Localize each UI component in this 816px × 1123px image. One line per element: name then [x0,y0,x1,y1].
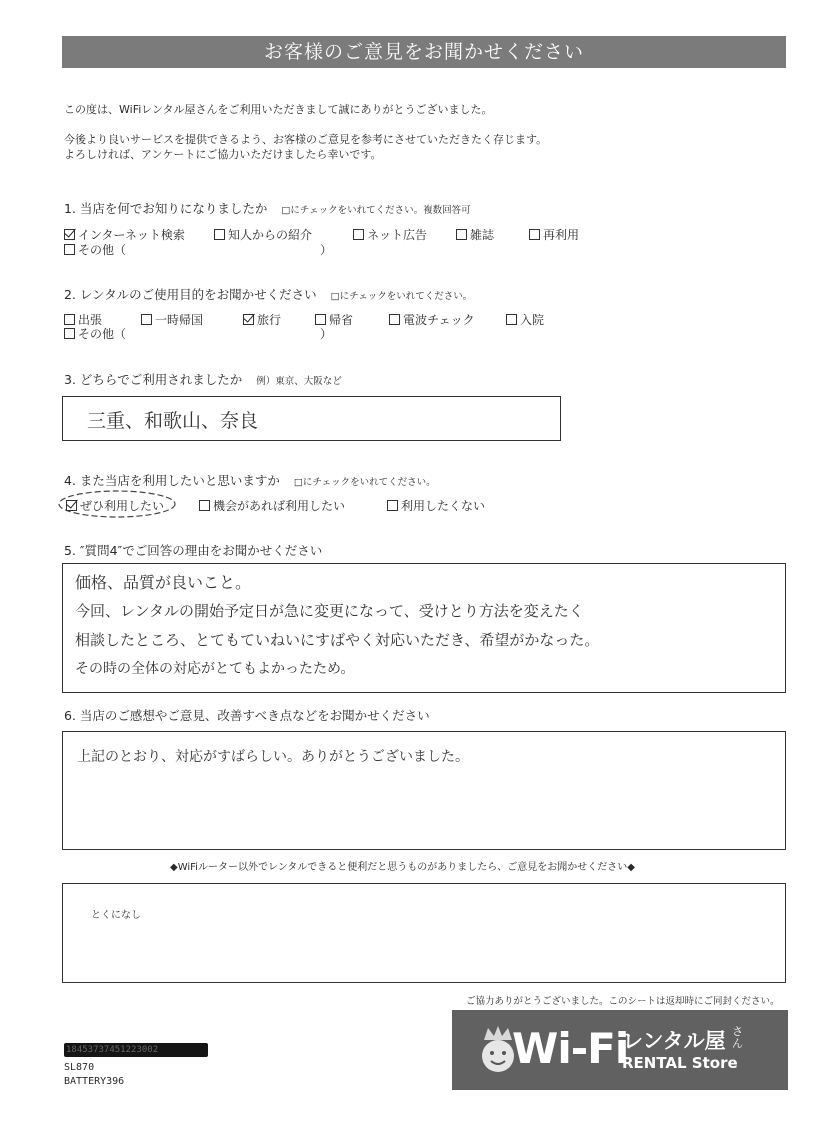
logo-en-text: RENTAL Store [622,1054,738,1072]
q2-option-return-home[interactable]: 一時帰国 [141,311,203,328]
q3-answer: 三重、和歌山、奈良 [87,410,259,432]
intro-thanks: この度は、WiFiレンタル屋さんをご利用いただきまして誠にありがとうございました。 [64,103,493,116]
q7-title: ◆WiFiルーター以外でレンタルできると便利だと思うものがありましたら、ご意見をお聞かせください◆ [170,862,635,873]
q2-option-travel[interactable]: 旅行 [243,311,281,328]
checkbox-checked[interactable] [243,314,254,325]
checkbox[interactable] [199,500,210,511]
checkbox[interactable] [141,314,152,325]
q5-answer-line-3: 相談したところ、とてもていねいにすばやく対応いただき、希望がかなった。 [75,631,600,649]
q1-note: □にチェックをいれてください。複数回答可 [281,205,471,216]
q6-title [64,706,430,724]
q3-question: 3. どちらでご利用されましたか [64,372,243,387]
q6-question: 6. 当店のご感想やご意見、改善すべき点などをお聞かせください [64,708,430,723]
checkbox[interactable] [64,328,75,339]
q2-note: □にチェックをいれてください。 [330,291,473,302]
q5-question: 5. ″質問4″でご回答の理由をお聞かせください [64,543,323,558]
q1-other-close: ） [320,243,333,257]
checkbox[interactable] [506,314,517,325]
q1-option-internet[interactable]: インターネット検索 [64,226,185,243]
q1-option-reuse[interactable]: 再利用 [529,226,579,243]
intro-request: よろしければ、アンケートにご協力いただけましたら幸いです。 [64,148,382,161]
q2-option-homecoming[interactable]: 帰省 [315,311,353,328]
q3-note: 例）東京、大阪など [256,376,342,387]
q2-title [64,285,472,303]
checkbox-checked[interactable] [64,229,75,240]
q4-option-no[interactable]: 利用したくない [387,497,485,514]
q4-option-definitely[interactable]: ぜひ利用したい [66,497,164,514]
q5-answer-line-1: 価格、品質が良いこと。 [75,573,252,592]
survey-title: お客様のご意見をお聞かせください [62,36,786,68]
q6-answer: 上記のとおり、対応がすばらしい。ありがとうございました。 [77,749,469,765]
checkbox[interactable] [456,229,467,240]
checkbox-checked[interactable] [66,500,77,511]
logo-san-text: さん [732,1025,743,1050]
q4-question: 4. また当店を利用したいと思いますか [64,473,280,488]
q2-option-hospital[interactable]: 入院 [506,311,544,328]
checkbox[interactable] [64,314,75,325]
q1-option-other[interactable]: その他（ [64,241,126,258]
q5-answer-line-4: その時の全体の対応がとてもよかったため。 [75,661,355,677]
checkbox[interactable] [353,229,364,240]
footer-thanks: ご協力ありがとうございました。このシートは返却時にご同封ください。 [466,996,780,1007]
q1-option-magazine[interactable]: 雑誌 [456,226,494,243]
checkbox[interactable] [315,314,326,325]
q2-question: 2. レンタルのご使用目的をお聞かせください [64,287,317,302]
checkbox[interactable] [214,229,225,240]
q5-answer-box[interactable] [62,563,786,693]
device-model: SL870 [64,1062,95,1073]
intro-purpose: 今後より良いサービスを提供できるよう、お客様のご意見を参考にさせていただきたく存じます。 [64,133,548,146]
checkbox[interactable] [389,314,400,325]
q1-title [64,199,471,217]
q4-note: □にチェックをいれてください。 [293,477,436,488]
q2-option-signal-check[interactable]: 電波チェック [389,311,475,328]
logo-wifi-text: Wi-Fi [512,1024,629,1073]
q1-option-referral[interactable]: 知人からの紹介 [214,226,312,243]
battery-code: BATTERY396 [64,1076,125,1087]
q7-answer: とくになし [91,910,141,921]
brand-logo [452,1010,788,1090]
q4-option-maybe[interactable]: 機会があれば利用したい [199,497,345,514]
q7-answer-box[interactable] [62,883,786,983]
q1-option-net-ad[interactable]: ネット広告 [353,226,427,243]
checkbox[interactable] [64,244,75,255]
q3-answer-box[interactable] [62,396,561,441]
checkbox[interactable] [529,229,540,240]
serial-number: 18453737451223002 [64,1043,208,1057]
q3-title [64,370,342,388]
q2-option-business[interactable]: 出張 [64,311,102,328]
q5-title [64,541,322,559]
q2-other-close: ） [320,327,333,341]
q5-answer-line-2: 今回、レンタルの開始予定日が急に変更になって、受けとり方法を変えたく [75,602,584,620]
checkbox[interactable] [387,500,398,511]
q1-question: 1. 当店を何でお知りになりましたか [64,201,268,216]
logo-jp-text: レンタル屋 [622,1029,726,1053]
q2-option-other[interactable]: その他（ [64,325,126,342]
q6-answer-box[interactable] [62,731,786,850]
